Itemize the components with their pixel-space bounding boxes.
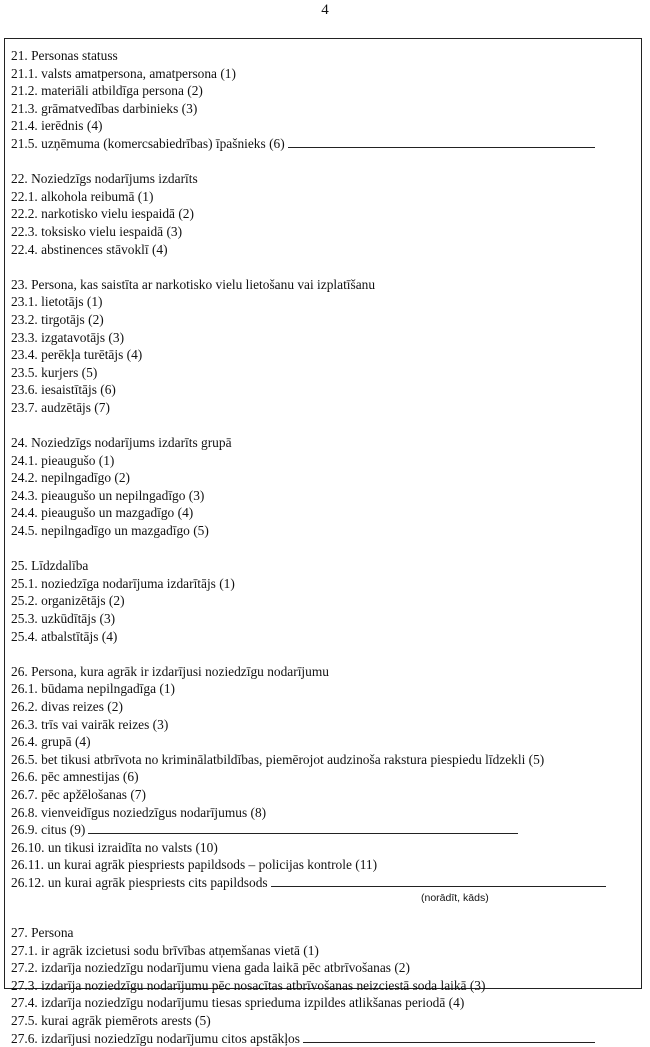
- section-title: 25. Līdzdalība: [11, 558, 89, 574]
- option-label: 22.1. alkohola reibumā (1): [11, 188, 154, 204]
- option-item: [11, 329, 631, 347]
- option-label: 23.5. kurjers (5): [11, 364, 98, 380]
- option-item: [11, 241, 631, 259]
- option-label: 26.11. un kurai agrāk piespriests papildsods – policijas kontrole (11): [11, 857, 378, 873]
- option-label: 21.4. ierēdnis (4): [11, 118, 103, 134]
- option-label: 27.4. izdarīja noziedzīgu nodarījumu tiesas sprieduma izpildes atlikšanas periodā (4): [11, 995, 465, 1011]
- option-label: 27.6. izdarījusi noziedzīgu nodarījumu citos apstākļos: [11, 1030, 300, 1046]
- option-label: 26.9. citus (9): [11, 822, 86, 838]
- section-title: 21. Personas statuss: [11, 48, 118, 63]
- option-item: [11, 117, 631, 135]
- option-label: 26.2. divas reizes (2): [11, 698, 123, 714]
- option-item: [11, 610, 631, 628]
- option-label: 23.6. iesaistītājs (6): [11, 382, 116, 398]
- option-item: [11, 592, 631, 610]
- page-number: 4: [321, 2, 329, 18]
- option-label: 26.5. bet tikusi atbrīvota no kriminālatbildības, piemērojot audzinoša rakstura piespiedu līdzekli (5): [11, 751, 545, 767]
- option-item: [11, 452, 631, 470]
- form-content: [11, 47, 631, 1047]
- option-label: 25.4. atbalstītājs (4): [11, 628, 118, 644]
- option-label: 27.1. ir agrāk izcietusi sodu brīvības atņemšanas vietā (1): [11, 942, 319, 958]
- option-label: 24.3. pieaugušo un nepilngadīgo (3): [11, 487, 205, 503]
- option-label: 24.5. nepilngadīgo un mazgadīgo (5): [11, 523, 209, 539]
- option-item: [11, 522, 631, 540]
- option-item: [11, 942, 631, 960]
- option-label: 23.7. audzētājs (7): [11, 399, 110, 415]
- option-item: [11, 628, 631, 646]
- option-label: 23.2. tirgotājs (2): [11, 311, 104, 327]
- option-item: [11, 487, 631, 505]
- option-item: [11, 504, 631, 522]
- option-item: [11, 839, 631, 857]
- option-label: 26.8. vienveidīgus noziedzīgus nodarījumus (8): [11, 804, 267, 820]
- option-item: [11, 575, 631, 593]
- option-item: [11, 469, 631, 487]
- option-item: [11, 751, 631, 769]
- option-label: 23.3. izgatavotājs (3): [11, 329, 125, 345]
- option-item: [11, 82, 631, 100]
- fill-in-blank[interactable]: [303, 1030, 595, 1043]
- section-title: 27. Persona: [11, 925, 74, 941]
- option-label: 26.1. būdama nepilngadīga (1): [11, 681, 175, 697]
- option-label: 24.4. pieaugušo un mazgadīgo (4): [11, 505, 194, 521]
- option-label: 21.1. valsts amatpersona, amatpersona (1): [11, 65, 236, 81]
- option-item: [11, 994, 631, 1012]
- fill-in-blank[interactable]: [271, 874, 606, 887]
- form-frame: [4, 38, 642, 1046]
- option-label: 25.1. noziedzīga nodarījuma izdarītājs (1): [11, 575, 235, 591]
- section-24: [11, 434, 631, 540]
- section-21: [11, 47, 631, 153]
- section-26: [11, 663, 631, 907]
- option-label: 22.2. narkotisko vielu iespaidā (2): [11, 206, 194, 222]
- option-label: 26.10. un tikusi izraidīta no valsts (10): [11, 839, 218, 855]
- option-item: [11, 786, 631, 804]
- option-label: 23.4. perēkļa turētājs (4): [11, 347, 143, 363]
- option-label: 24.2. nepilngadīgo (2): [11, 470, 131, 486]
- option-item: [11, 100, 631, 118]
- option-item: [11, 856, 631, 874]
- option-label: 22.4. abstinences stāvoklī (4): [11, 241, 168, 257]
- section-27: [11, 924, 631, 1047]
- option-label: 27.2. izdarīja noziedzīgu nodarījumu viena gada laikā pēc atbrīvošanas (2): [11, 960, 410, 976]
- section-23: [11, 276, 631, 417]
- option-label: 26.3. trīs vai vairāk reizes (3): [11, 716, 169, 732]
- section-25: [11, 557, 631, 645]
- option-item: [11, 346, 631, 364]
- option-item: [11, 733, 631, 751]
- specify-note: (norādīt, kāds): [421, 891, 489, 904]
- section-title: 23. Persona, kas saistīta ar narkotisko vielu lietošanu vai izplatīšanu: [11, 276, 376, 292]
- section-title: 22. Noziedzīgs nodarījums izdarīts: [11, 171, 198, 187]
- option-label: 26.6. pēc amnestijas (6): [11, 769, 139, 785]
- section-22: [11, 170, 631, 258]
- option-label: 26.4. grupā (4): [11, 734, 91, 750]
- note-row: [11, 892, 631, 907]
- option-label: 26.12. un kurai agrāk piespriests cits papildsods: [11, 874, 268, 890]
- option-label: 27.3. izdarīja noziedzīgu nodarījumu pēc nosacītas atbrīvošanas neizciestā soda laikā (3): [11, 977, 486, 993]
- option-label: 21.3. grāmatvedības darbinieks (3): [11, 100, 198, 116]
- option-label: 24.1. pieaugušo (1): [11, 452, 115, 468]
- option-item: [11, 1030, 631, 1047]
- fill-in-blank[interactable]: [288, 135, 595, 148]
- option-item: [11, 205, 631, 223]
- option-item: [11, 821, 631, 839]
- option-item: [11, 804, 631, 822]
- section-title: 26. Persona, kura agrāk ir izdarījusi noziedzīgu nodarījumu: [11, 663, 329, 679]
- option-label: 26.7. pēc apžēlošanas (7): [11, 786, 146, 802]
- option-item: [11, 364, 631, 382]
- option-item: [11, 768, 631, 786]
- option-item: [11, 680, 631, 698]
- option-label: 22.3. toksisko vielu iespaidā (3): [11, 223, 183, 239]
- option-item: [11, 977, 631, 995]
- option-item: [11, 65, 631, 83]
- option-item: [11, 874, 631, 892]
- option-item: [11, 1012, 631, 1030]
- option-label: 21.2. materiāli atbildīga persona (2): [11, 83, 203, 99]
- option-item: [11, 188, 631, 206]
- option-item: [11, 959, 631, 977]
- option-item: [11, 399, 631, 417]
- option-label: 25.2. organizētājs (2): [11, 593, 125, 609]
- option-item: [11, 381, 631, 399]
- section-title: 24. Noziedzīgs nodarījums izdarīts grupā: [11, 435, 232, 451]
- option-label: 27.5. kurai agrāk piemērots arests (5): [11, 1013, 211, 1029]
- option-item: [11, 311, 631, 329]
- option-item: [11, 223, 631, 241]
- option-item: [11, 698, 631, 716]
- fill-in-blank[interactable]: [88, 821, 518, 834]
- option-item: [11, 293, 631, 311]
- option-label: 25.3. uzkūdītājs (3): [11, 611, 116, 626]
- option-label: 23.1. lietotājs (1): [11, 294, 103, 310]
- option-label: 21.5. uzņēmuma (komercsabiedrības) īpašnieks (6): [11, 135, 285, 151]
- option-item: [11, 135, 631, 153]
- option-item: [11, 716, 631, 734]
